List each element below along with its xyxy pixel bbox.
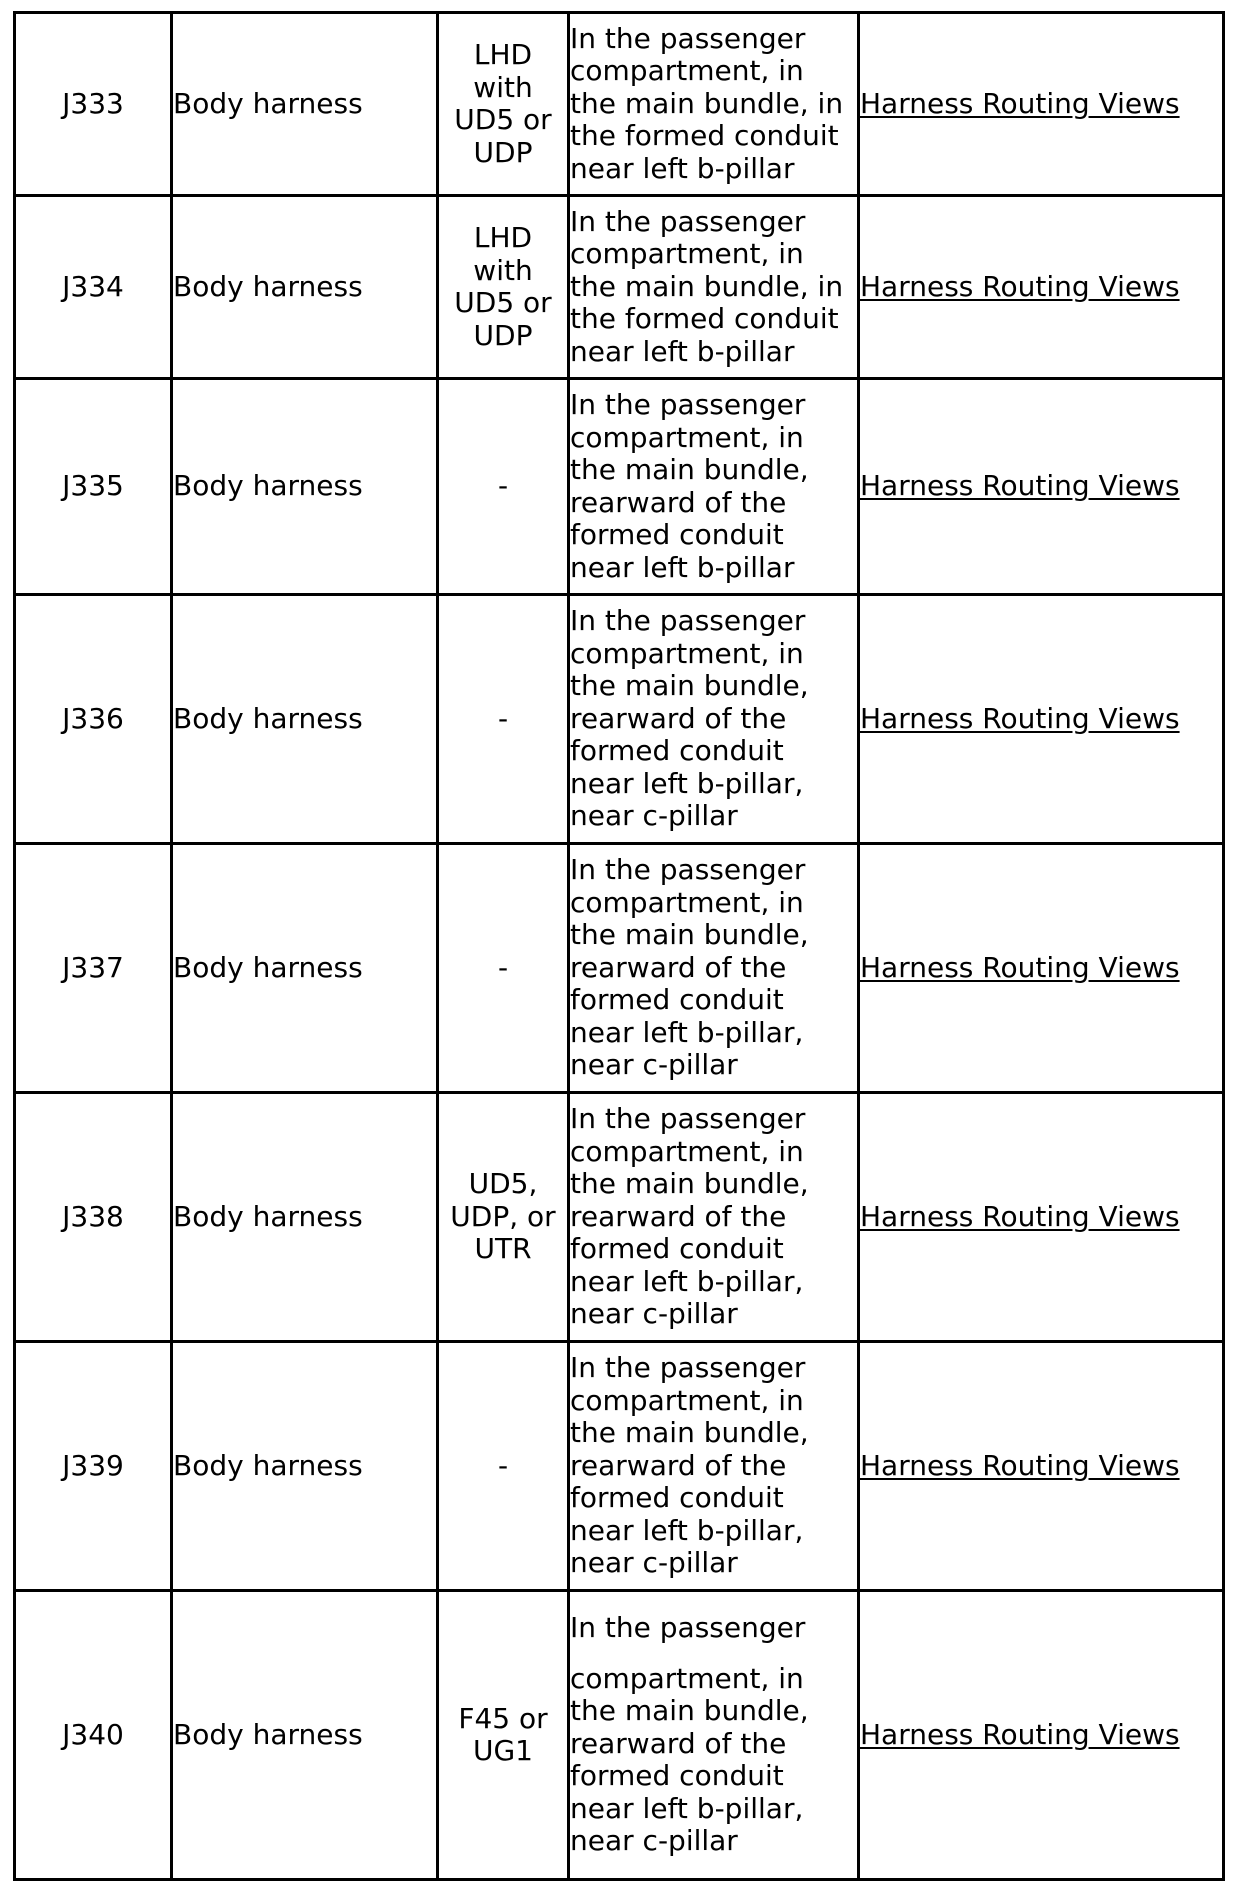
connector-id-cell [15,844,172,1093]
table-row [15,13,1224,196]
location-line: compartment, in [570,1383,804,1417]
location-line: rearward of the [570,701,787,735]
link-cell [859,1093,1224,1342]
location-line: In the passenger [570,204,806,238]
harness-name-cell [172,379,438,595]
option-cell [438,595,569,844]
location-line: compartment, in [570,885,804,919]
option-cell [438,379,569,595]
location-line: compartment, in [570,54,804,88]
connector-id: J338 [62,1199,124,1233]
location-line: near left b-pillar [570,151,795,185]
location-line: near left b-pillar, [570,1015,804,1049]
harness-name: Body harness [173,701,363,735]
harness-routing-views-link[interactable]: Harness Routing Views [860,1448,1180,1482]
table-row [15,1591,1224,1880]
connector-id-cell [15,595,172,844]
location-line: near left b-pillar, [570,1791,804,1825]
option-line: - [497,469,509,503]
harness-routing-views-link[interactable]: Harness Routing Views [860,701,1180,735]
harness-table [13,11,1225,1881]
link-cell [859,13,1224,196]
option-cell [438,196,569,379]
connector-id-cell [15,1342,172,1591]
harness-routing-views-link[interactable]: Harness Routing Views [860,269,1180,303]
connector-id: J336 [62,701,124,735]
harness-routing-views-link[interactable]: Harness Routing Views [860,1717,1180,1751]
location-line: rearward of the [570,1448,787,1482]
connector-id: J337 [62,950,124,984]
location-line: rearward of the [570,1199,787,1233]
option-cell [438,13,569,196]
link-cell [859,379,1224,595]
option-line: UD5 or [454,103,552,136]
location-line: compartment, in [570,1661,804,1695]
location-line: the main bundle, [570,1694,809,1728]
option-line: UDP [473,318,533,352]
location-line: the main bundle, [570,1416,809,1450]
location-line: the main bundle, [570,1167,809,1201]
location-line: formed conduit [570,1759,784,1793]
location-cell [569,379,859,595]
location-line: rearward of the [570,485,787,519]
location-line: near c-pillar [570,799,738,833]
location-cell [569,1591,859,1880]
location-cell [569,1093,859,1342]
location-line: compartment, in [570,636,804,670]
connector-id-cell [15,379,172,595]
connector-id-cell [15,1591,172,1880]
harness-name: Body harness [173,86,363,120]
table-row [15,379,1224,595]
harness-name-cell [172,13,438,196]
location-line: formed conduit [570,983,784,1017]
location-line: the formed conduit [570,302,839,336]
connector-id-cell [15,1093,172,1342]
location-line: In the passenger [570,1351,806,1385]
harness-name-cell [172,1093,438,1342]
location-line: the main bundle, in [570,269,844,303]
location-line: near c-pillar [570,1546,738,1580]
option-line: with [473,70,533,104]
location-line: near left b-pillar [570,550,795,584]
table-body [15,13,1224,1880]
option-line: LHD [473,38,533,71]
harness-routing-views-link[interactable]: Harness Routing Views [860,469,1180,503]
harness-name-cell [172,844,438,1093]
location-line: In the passenger [570,388,806,421]
link-cell [859,1342,1224,1591]
location-line: formed conduit [570,518,784,551]
connector-id-cell [15,13,172,196]
harness-name: Body harness [173,1448,363,1482]
link-cell [859,844,1224,1093]
connector-id: J340 [62,1717,124,1751]
harness-routing-views-link[interactable]: Harness Routing Views [860,86,1180,120]
harness-name: Body harness [173,269,363,303]
location-line: compartment, in [570,420,804,454]
link-cell [859,595,1224,844]
option-cell [438,1342,569,1591]
location-line: In the passenger [570,1611,806,1645]
location-line: In the passenger [570,1102,806,1136]
harness-routing-views-link[interactable]: Harness Routing Views [860,950,1180,984]
option-line: UD5 or [454,286,552,319]
table-row [15,844,1224,1093]
location-line: near c-pillar [570,1048,738,1082]
location-cell [569,13,859,196]
option-line: UTR [474,1232,532,1266]
link-cell [859,1591,1224,1880]
location-line: In the passenger [570,21,806,55]
harness-name: Body harness [173,469,363,503]
option-line: LHD [473,221,533,254]
location-line: near left b-pillar, [570,1513,804,1547]
location-line: the main bundle, [570,453,809,486]
location-line: compartment, in [570,237,804,271]
location-cell [569,595,859,844]
table-row [15,196,1224,379]
harness-name: Body harness [173,1199,363,1233]
location-cell [569,196,859,379]
link-cell [859,196,1224,379]
option-line: UG1 [472,1734,533,1767]
location-line: formed conduit [570,1232,784,1266]
location-line: near left b-pillar, [570,1264,804,1298]
location-line: the main bundle, [570,669,809,703]
option-line: UD5, [468,1167,538,1201]
option-cell [438,844,569,1093]
connector-id: J333 [62,86,124,120]
location-line: formed conduit [570,734,784,768]
location-line: rearward of the [570,950,787,984]
option-line: with [473,253,533,287]
table-row [15,1093,1224,1342]
option-line: UDP [473,135,533,169]
harness-name-cell [172,1342,438,1591]
harness-name: Body harness [173,1717,363,1751]
option-cell [438,1591,569,1880]
option-cell [438,1093,569,1342]
location-line: In the passenger [570,853,806,887]
location-line: rearward of the [570,1726,787,1760]
location-cell [569,1342,859,1591]
location-line: the main bundle, in [570,86,844,120]
option-line: UDP, or [450,1199,556,1233]
location-line: near c-pillar [570,1297,738,1331]
location-line: near left b-pillar, [570,766,804,800]
harness-name: Body harness [173,950,363,984]
table-row [15,1342,1224,1591]
location-line: formed conduit [570,1481,784,1515]
location-line: near c-pillar [570,1824,738,1858]
harness-name-cell [172,595,438,844]
harness-routing-views-link[interactable]: Harness Routing Views [860,1199,1180,1233]
connector-id-cell [15,196,172,379]
connector-id: J335 [62,469,124,503]
option-line: F45 or [458,1701,548,1735]
location-line: In the passenger [570,604,806,638]
table-row [15,595,1224,844]
connector-id: J334 [62,269,124,303]
location-line: near left b-pillar [570,334,795,368]
option-line: - [497,1448,509,1482]
option-line: - [497,701,509,735]
harness-name-cell [172,196,438,379]
harness-name-cell [172,1591,438,1880]
location-line: compartment, in [570,1134,804,1168]
connector-id: J339 [62,1448,124,1482]
location-line: the formed conduit [570,119,839,153]
location-line: the main bundle, [570,918,809,952]
option-line: - [497,950,509,984]
location-cell [569,844,859,1093]
